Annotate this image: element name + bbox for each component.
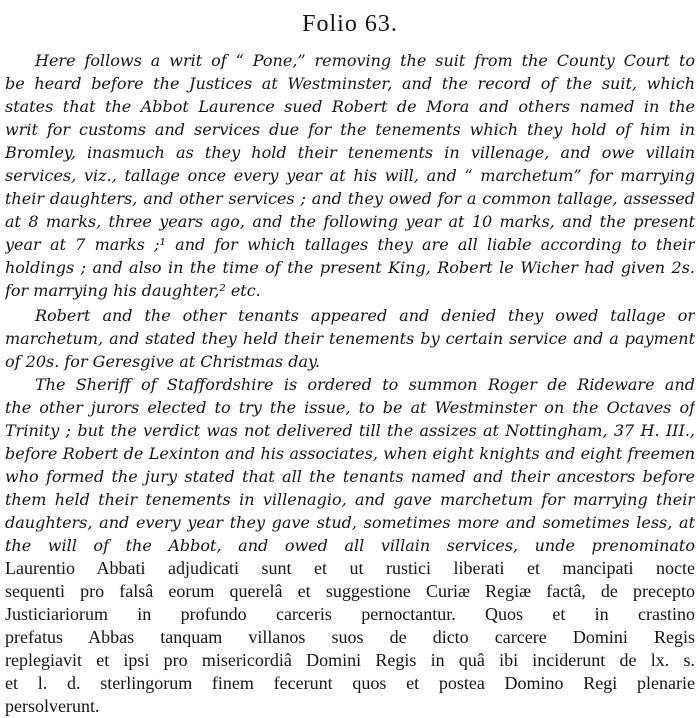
text-line: holdings ; and also in the time of the present King, Robert le Wicher had given 2s.: [5, 258, 695, 277]
text-line: Justiciariorum in profundo carceris pernoctantur. Quos et in crastino: [5, 604, 695, 624]
text-line: states that the Abbot Laurence sued Robert de Mora and others named in the: [5, 97, 695, 116]
text-line: writ for customs and services due for the tenements which they hold of him in: [5, 120, 695, 139]
text-line: replegiavit et ipsi pro misericordiâ Domini Regis in quâ ibi inciderunt de lx. s.: [5, 650, 695, 670]
text-line: the other jurors elected to try the issue, to be at Westminster on the Octaves of: [5, 398, 695, 417]
text-line: for marrying his daughter,² etc.: [5, 281, 261, 300]
text-line: et l. d. sterlingorum finem fecerunt quos et postea Domino Regi plenarie: [5, 673, 695, 693]
folio-title: Folio 63.: [302, 11, 398, 37]
text-line: Laurentio Abbati adjudicati sunt et ut rustici liberati et mancipati nocte: [5, 558, 695, 578]
body-text: [5, 49, 695, 718]
text-line: be heard before the Justices at Westminster, and the record of the suit, which: [5, 74, 695, 93]
text-line: the will of the Abbot, and owed all villain services, unde prenominato: [5, 536, 695, 555]
text-line: their daughters, and other services ; and they owed for a common tallage, assessed: [5, 189, 695, 208]
text-line: who formed the jury stated that all the tenants named and their ancestors before: [5, 467, 695, 486]
text-line: prefatus Abbas tanquam villanos suos de dicto carcere Domini Regis: [5, 627, 695, 647]
text-line: Bromley, inasmuch as they hold their tenements in villenage, and owe villain: [5, 143, 695, 162]
text-line: sequenti pro falsâ eorum querelâ et suggestione Curiæ Regiæ factâ, de precepto: [5, 581, 695, 601]
text-line: Trinity ; but the verdict was not delivered till the assizes at Nottingham, 37 H. III.,: [5, 421, 695, 440]
text-line: Here follows a writ of “ Pone,” removing the suit from the County Court to: [35, 51, 695, 70]
text-line: services, viz., tallage once every year at his will, and “ marchetum” for marrying: [5, 166, 695, 185]
text-line: before Robert de Lexinton and his associates, when eight knights and eight freemen: [5, 444, 695, 463]
text-line: of 20s. for Geresgive at Christmas day.: [5, 352, 320, 371]
paragraph-2: [5, 304, 695, 373]
text-line: persolverunt.: [5, 696, 100, 716]
text-line: them held their tenements in villenagio, and gave marchetum for marrying their: [5, 490, 695, 509]
text-line: Robert and the other tenants appeared and denied they owed tallage or: [35, 306, 695, 325]
text-line: year at 7 marks ;¹ and for which tallages they are all liable according to their: [5, 235, 695, 254]
text-line: marchetum, and stated they held their tenements by certain service and a payment: [5, 329, 695, 348]
text-line: at 8 marks, three years ago, and the following year at 10 marks, and the present: [5, 212, 695, 231]
paragraph-3: [5, 373, 695, 718]
text-line: daughters, and every year they gave stud, sometimes more and sometimes less, at: [5, 513, 695, 532]
text-line: The Sheriff of Staffordshire is ordered to summon Roger de Rideware and: [35, 375, 695, 394]
paragraph-1: [5, 49, 695, 302]
